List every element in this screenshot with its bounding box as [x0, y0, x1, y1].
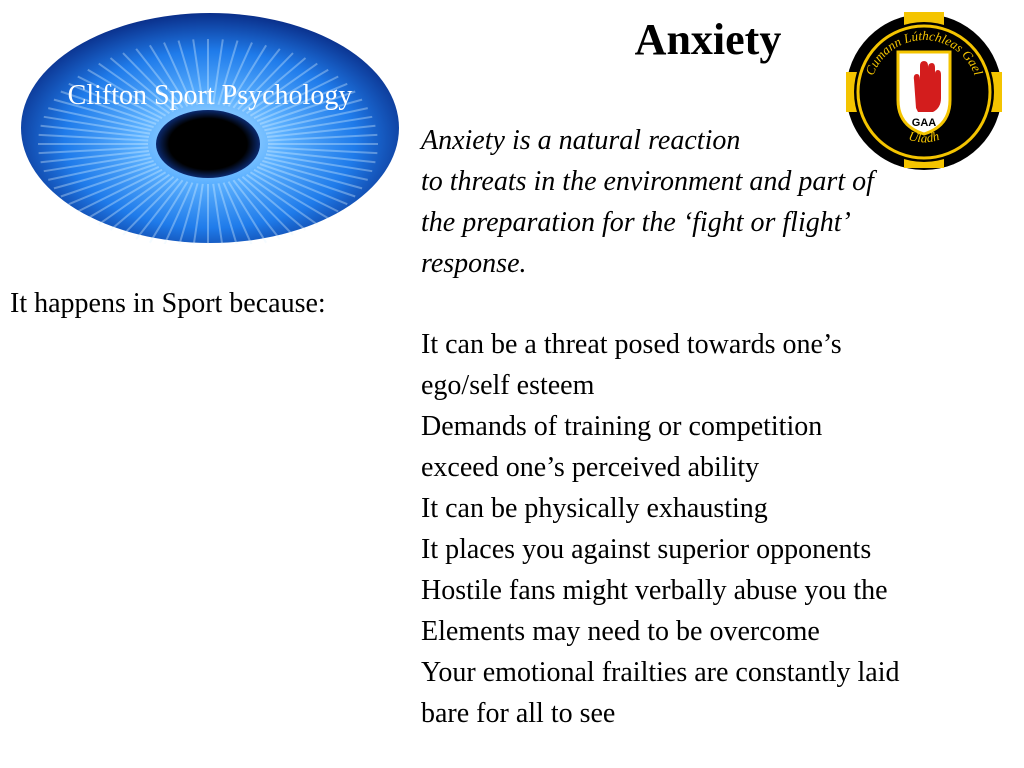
page-title: Anxiety — [634, 15, 782, 64]
reason-line: exceed one’s perceived ability — [421, 452, 760, 483]
eye-caption: Clifton Sport Psychology — [67, 80, 353, 111]
intro-line: response. — [421, 248, 527, 279]
reason-line: It can be a threat posed towards one’s — [421, 329, 842, 360]
intro-paragraph — [421, 120, 1011, 284]
reason-line: Demands of training or competition — [421, 411, 823, 442]
intro-line: the preparation for the ‘fight or flight’ — [421, 207, 851, 238]
intro-line: Anxiety is a natural reaction — [421, 125, 741, 156]
intro-line: to threats in the environment and part of — [421, 166, 874, 197]
reason-line: ego/self esteem — [421, 370, 595, 401]
logo-arc-bottom: Uladh — [907, 128, 941, 146]
logo-arc-top: Cumann Lúthchleas Gael — [861, 27, 987, 78]
reason-line: bare for all to see — [421, 698, 616, 729]
reason-line: Your emotional frailties are constantly laid — [421, 657, 900, 688]
reasons-list — [421, 324, 1021, 734]
reason-line: Elements may need to be overcome — [421, 616, 820, 647]
eye-image — [20, 12, 400, 244]
reason-line: Hostile fans might verbally abuse you the — [421, 575, 888, 606]
logo-badge: GAA — [911, 117, 937, 129]
reason-line: It places you against superior opponents — [421, 534, 872, 565]
reason-line: It can be physically exhausting — [421, 493, 768, 524]
section-subheading: It happens in Sport because: — [10, 288, 326, 319]
